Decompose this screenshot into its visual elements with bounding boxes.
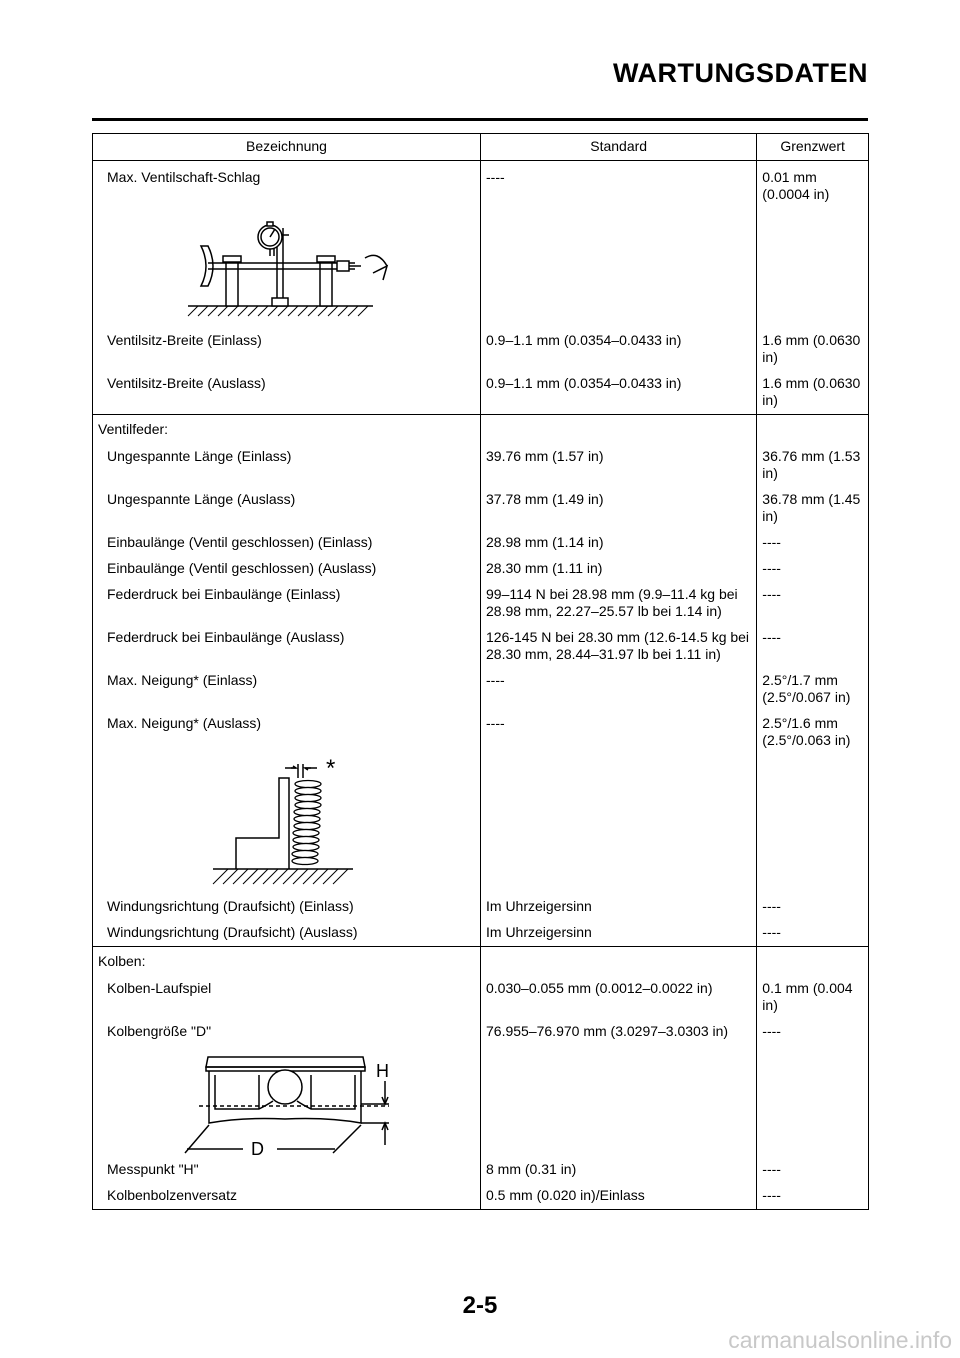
- row-label: Ventilsitz-Breite (Auslass): [93, 371, 481, 415]
- table-row: [93, 711, 869, 754]
- row-limit: 36.78 mm (1.45 in): [757, 487, 869, 530]
- title-rule: [92, 118, 868, 121]
- row-limit: 0.1 mm (0.004 in): [757, 976, 869, 1019]
- page-title: WARTUNGSDATEN: [613, 58, 868, 88]
- row-label: Ungespannte Länge (Auslass): [93, 487, 481, 530]
- table-header-row: [93, 134, 869, 161]
- table-row: [93, 487, 869, 530]
- valve-runout-figure-cell: [93, 208, 481, 328]
- row-label: Einbaulänge (Ventil geschlossen) (Auslass): [93, 556, 481, 582]
- spring-tilt-figure: [93, 754, 480, 894]
- piston-d-label: D: [251, 1139, 264, 1157]
- row-label: Windungsrichtung (Draufsicht) (Einlass): [93, 894, 481, 920]
- row-limit: 2.5°/1.6 mm (2.5°/0.063 in): [757, 711, 869, 754]
- row-standard: 28.30 mm (1.11 in): [481, 556, 757, 582]
- table-row: [93, 444, 869, 487]
- group-heading: Kolben:: [93, 947, 481, 977]
- row-limit: ----: [757, 894, 869, 920]
- row-standard: 28.98 mm (1.14 in): [481, 530, 757, 556]
- table-row: [93, 894, 869, 920]
- row-label: Windungsrichtung (Draufsicht) (Auslass): [93, 920, 481, 947]
- piston-figure-cell: [93, 1045, 481, 1157]
- table-row: [93, 920, 869, 947]
- row-label: Ungespannte Länge (Einlass): [93, 444, 481, 487]
- group-heading-row: [93, 415, 869, 445]
- row-standard: ----: [481, 161, 757, 209]
- page-number: 2-5: [462, 1292, 498, 1319]
- row-standard: 39.76 mm (1.57 in): [481, 444, 757, 487]
- row-standard: Im Uhrzeigersinn: [481, 920, 757, 947]
- row-label: Kolbenbolzenversatz: [93, 1183, 481, 1210]
- row-limit: 1.6 mm (0.0630 in): [757, 371, 869, 415]
- table-row: [93, 161, 869, 209]
- table-row: [93, 1019, 869, 1045]
- piston-figure: [93, 1045, 480, 1157]
- row-label: Max. Ventilschaft-Schlag: [93, 161, 481, 209]
- table-row: [93, 625, 869, 668]
- row-label: Max. Neigung* (Einlass): [93, 668, 481, 711]
- row-limit: ----: [757, 556, 869, 582]
- table-row: [93, 328, 869, 371]
- group-heading-row: [93, 947, 869, 977]
- table-row: [93, 371, 869, 415]
- header-standard: Standard: [481, 134, 757, 161]
- table-row: [93, 530, 869, 556]
- row-label: Federdruck bei Einbaulänge (Einlass): [93, 582, 481, 625]
- table-row: [93, 1183, 869, 1210]
- row-standard: 0.9–1.1 mm (0.0354–0.0433 in): [481, 371, 757, 415]
- figure-row: [93, 1045, 869, 1157]
- row-label: Federdruck bei Einbaulänge (Auslass): [93, 625, 481, 668]
- row-label: Einbaulänge (Ventil geschlossen) (Einlass): [93, 530, 481, 556]
- row-standard: 37.78 mm (1.49 in): [481, 487, 757, 530]
- spring-tilt-figure-cell: [93, 754, 481, 894]
- row-standard: 0.030–0.055 mm (0.0012–0.0022 in): [481, 976, 757, 1019]
- row-standard: Im Uhrzeigersinn: [481, 894, 757, 920]
- row-standard: 126-145 N bei 28.30 mm (12.6-14.5 kg bei 28.30 mm, 28.44–31.97 lb bei 1.11 in): [481, 625, 757, 668]
- header-bezeichnung: Bezeichnung: [93, 134, 481, 161]
- piston-h-label: H: [376, 1061, 389, 1081]
- valve-runout-figure: [93, 208, 480, 328]
- row-standard: 8 mm (0.31 in): [481, 1157, 757, 1183]
- row-limit: 36.76 mm (1.53 in): [757, 444, 869, 487]
- table-row: [93, 582, 869, 625]
- figure-row: [93, 754, 869, 894]
- table-row: [93, 556, 869, 582]
- row-limit: 2.5°/1.7 mm (2.5°/0.067 in): [757, 668, 869, 711]
- row-limit: ----: [757, 920, 869, 947]
- spec-table: [92, 133, 869, 1210]
- row-standard: ----: [481, 711, 757, 754]
- row-limit: ----: [757, 1019, 869, 1045]
- row-label: Kolbengröße "D": [93, 1019, 481, 1045]
- row-limit: ----: [757, 582, 869, 625]
- row-standard: 0.5 mm (0.020 in)/Einlass: [481, 1183, 757, 1210]
- row-limit: ----: [757, 1157, 869, 1183]
- row-limit: ----: [757, 1183, 869, 1210]
- row-limit: ----: [757, 625, 869, 668]
- row-standard: 0.9–1.1 mm (0.0354–0.0433 in): [481, 328, 757, 371]
- tilt-marker: *: [326, 755, 336, 782]
- figure-row: [93, 208, 869, 328]
- watermark: carmanualsonline.info: [728, 1327, 952, 1353]
- row-label: Messpunkt "H": [93, 1157, 481, 1183]
- row-standard: 99–114 N bei 28.98 mm (9.9–11.4 kg bei 28.98 mm, 22.27–25.57 lb bei 1.14 in): [481, 582, 757, 625]
- table-row: [93, 1157, 869, 1183]
- header-grenzwert: Grenzwert: [757, 134, 869, 161]
- row-standard: 76.955–76.970 mm (3.0297–3.0303 in): [481, 1019, 757, 1045]
- table-row: [93, 976, 869, 1019]
- row-label: Ventilsitz-Breite (Einlass): [93, 328, 481, 371]
- row-limit: ----: [757, 530, 869, 556]
- row-limit: 1.6 mm (0.0630 in): [757, 328, 869, 371]
- table-row: [93, 668, 869, 711]
- group-heading: Ventilfeder:: [93, 415, 481, 445]
- row-label: Kolben-Laufspiel: [93, 976, 481, 1019]
- row-limit: 0.01 mm (0.0004 in): [757, 161, 869, 209]
- row-label: Max. Neigung* (Auslass): [93, 711, 481, 754]
- row-standard: ----: [481, 668, 757, 711]
